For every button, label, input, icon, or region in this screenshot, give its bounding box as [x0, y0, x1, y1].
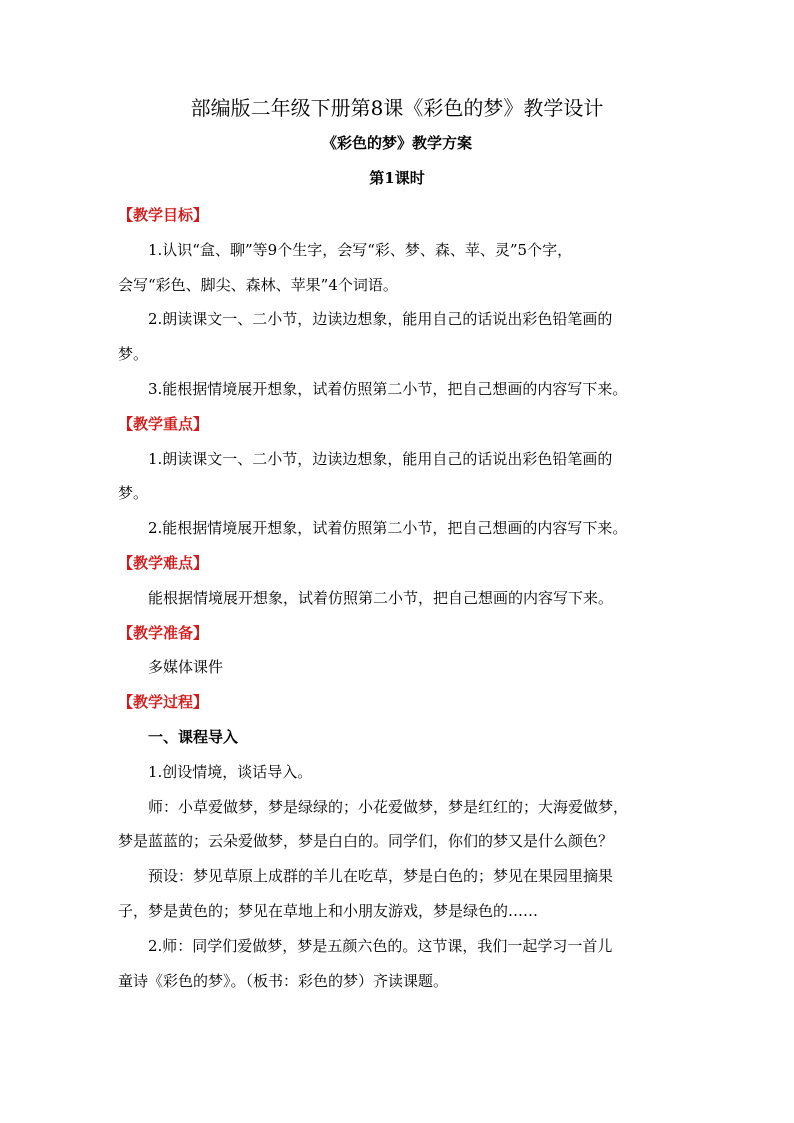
document-title: 部编版二年级下册第8课《彩色的梦》教学设计	[190, 96, 604, 120]
objectives-line: 梦。	[118, 345, 149, 364]
key-points-line: 梦。	[118, 484, 149, 503]
objectives-line: 会写“彩色、脚尖、森林、苹果”4个词语。	[118, 275, 398, 294]
process-line: 师：小草爱做梦，梦是绿绿的；小花爱做梦，梦是红红的；大海爱做梦，	[148, 797, 629, 816]
objectives-line: 2.朗读课文一、二小节，边读边想象，能用自己的话说出彩色铅笔画的	[148, 310, 613, 329]
lesson-label: 第1课时	[369, 169, 425, 187]
process-step-heading: 一、课程导入	[148, 727, 239, 746]
difficulty-line: 能根据情境展开想象，试着仿照第二小节，把自己想画的内容写下来。	[148, 588, 614, 607]
objectives-line: 1.认识“盒、聊”等9个生字，会写“彩、梦、森、苹、灵”5个字，	[148, 240, 573, 259]
process-line: 预设：梦见草原上成群的羊儿在吃草，梦是白色的；梦见在果园里摘果	[148, 867, 614, 886]
process-line: 2.师：同学们爱做梦，梦是五颜六色的。这节课，我们一起学习一首儿	[148, 936, 613, 955]
process-line: 梦是蓝蓝的；云朵爱做梦，梦是白白的。同学们，你们的梦又是什么颜色？	[118, 832, 614, 851]
document-body	[118, 198, 678, 998]
section-heading-process: 【教学过程】	[118, 693, 209, 712]
preparation-line: 多媒体课件	[148, 658, 224, 677]
objectives-line: 3.能根据情境展开想象，试着仿照第二小节，把自己想画的内容写下来。	[148, 379, 628, 398]
section-heading-objectives: 【教学目标】	[118, 206, 209, 224]
section-heading-key-points: 【教学重点】	[118, 414, 209, 433]
section-heading-difficulty: 【教学难点】	[118, 553, 209, 572]
process-line: 童诗《彩色的梦》。（板书：彩色的梦）齐读课题。	[118, 971, 449, 990]
document-subtitle: 《彩色的梦》教学方案	[321, 134, 472, 152]
process-line: 1.创设情境，谈话导入。	[148, 762, 313, 781]
key-points-line: 2.能根据情境展开想象，试着仿照第二小节，把自己想画的内容写下来。	[148, 519, 628, 538]
process-line: 子，梦是黄色的；梦见在草地上和小朋友游戏，梦是绿色的……	[118, 901, 539, 920]
section-heading-preparation: 【教学准备】	[118, 623, 209, 642]
key-points-line: 1.朗读课文一、二小节，边读边想象，能用自己的话说出彩色铅笔画的	[148, 449, 613, 468]
